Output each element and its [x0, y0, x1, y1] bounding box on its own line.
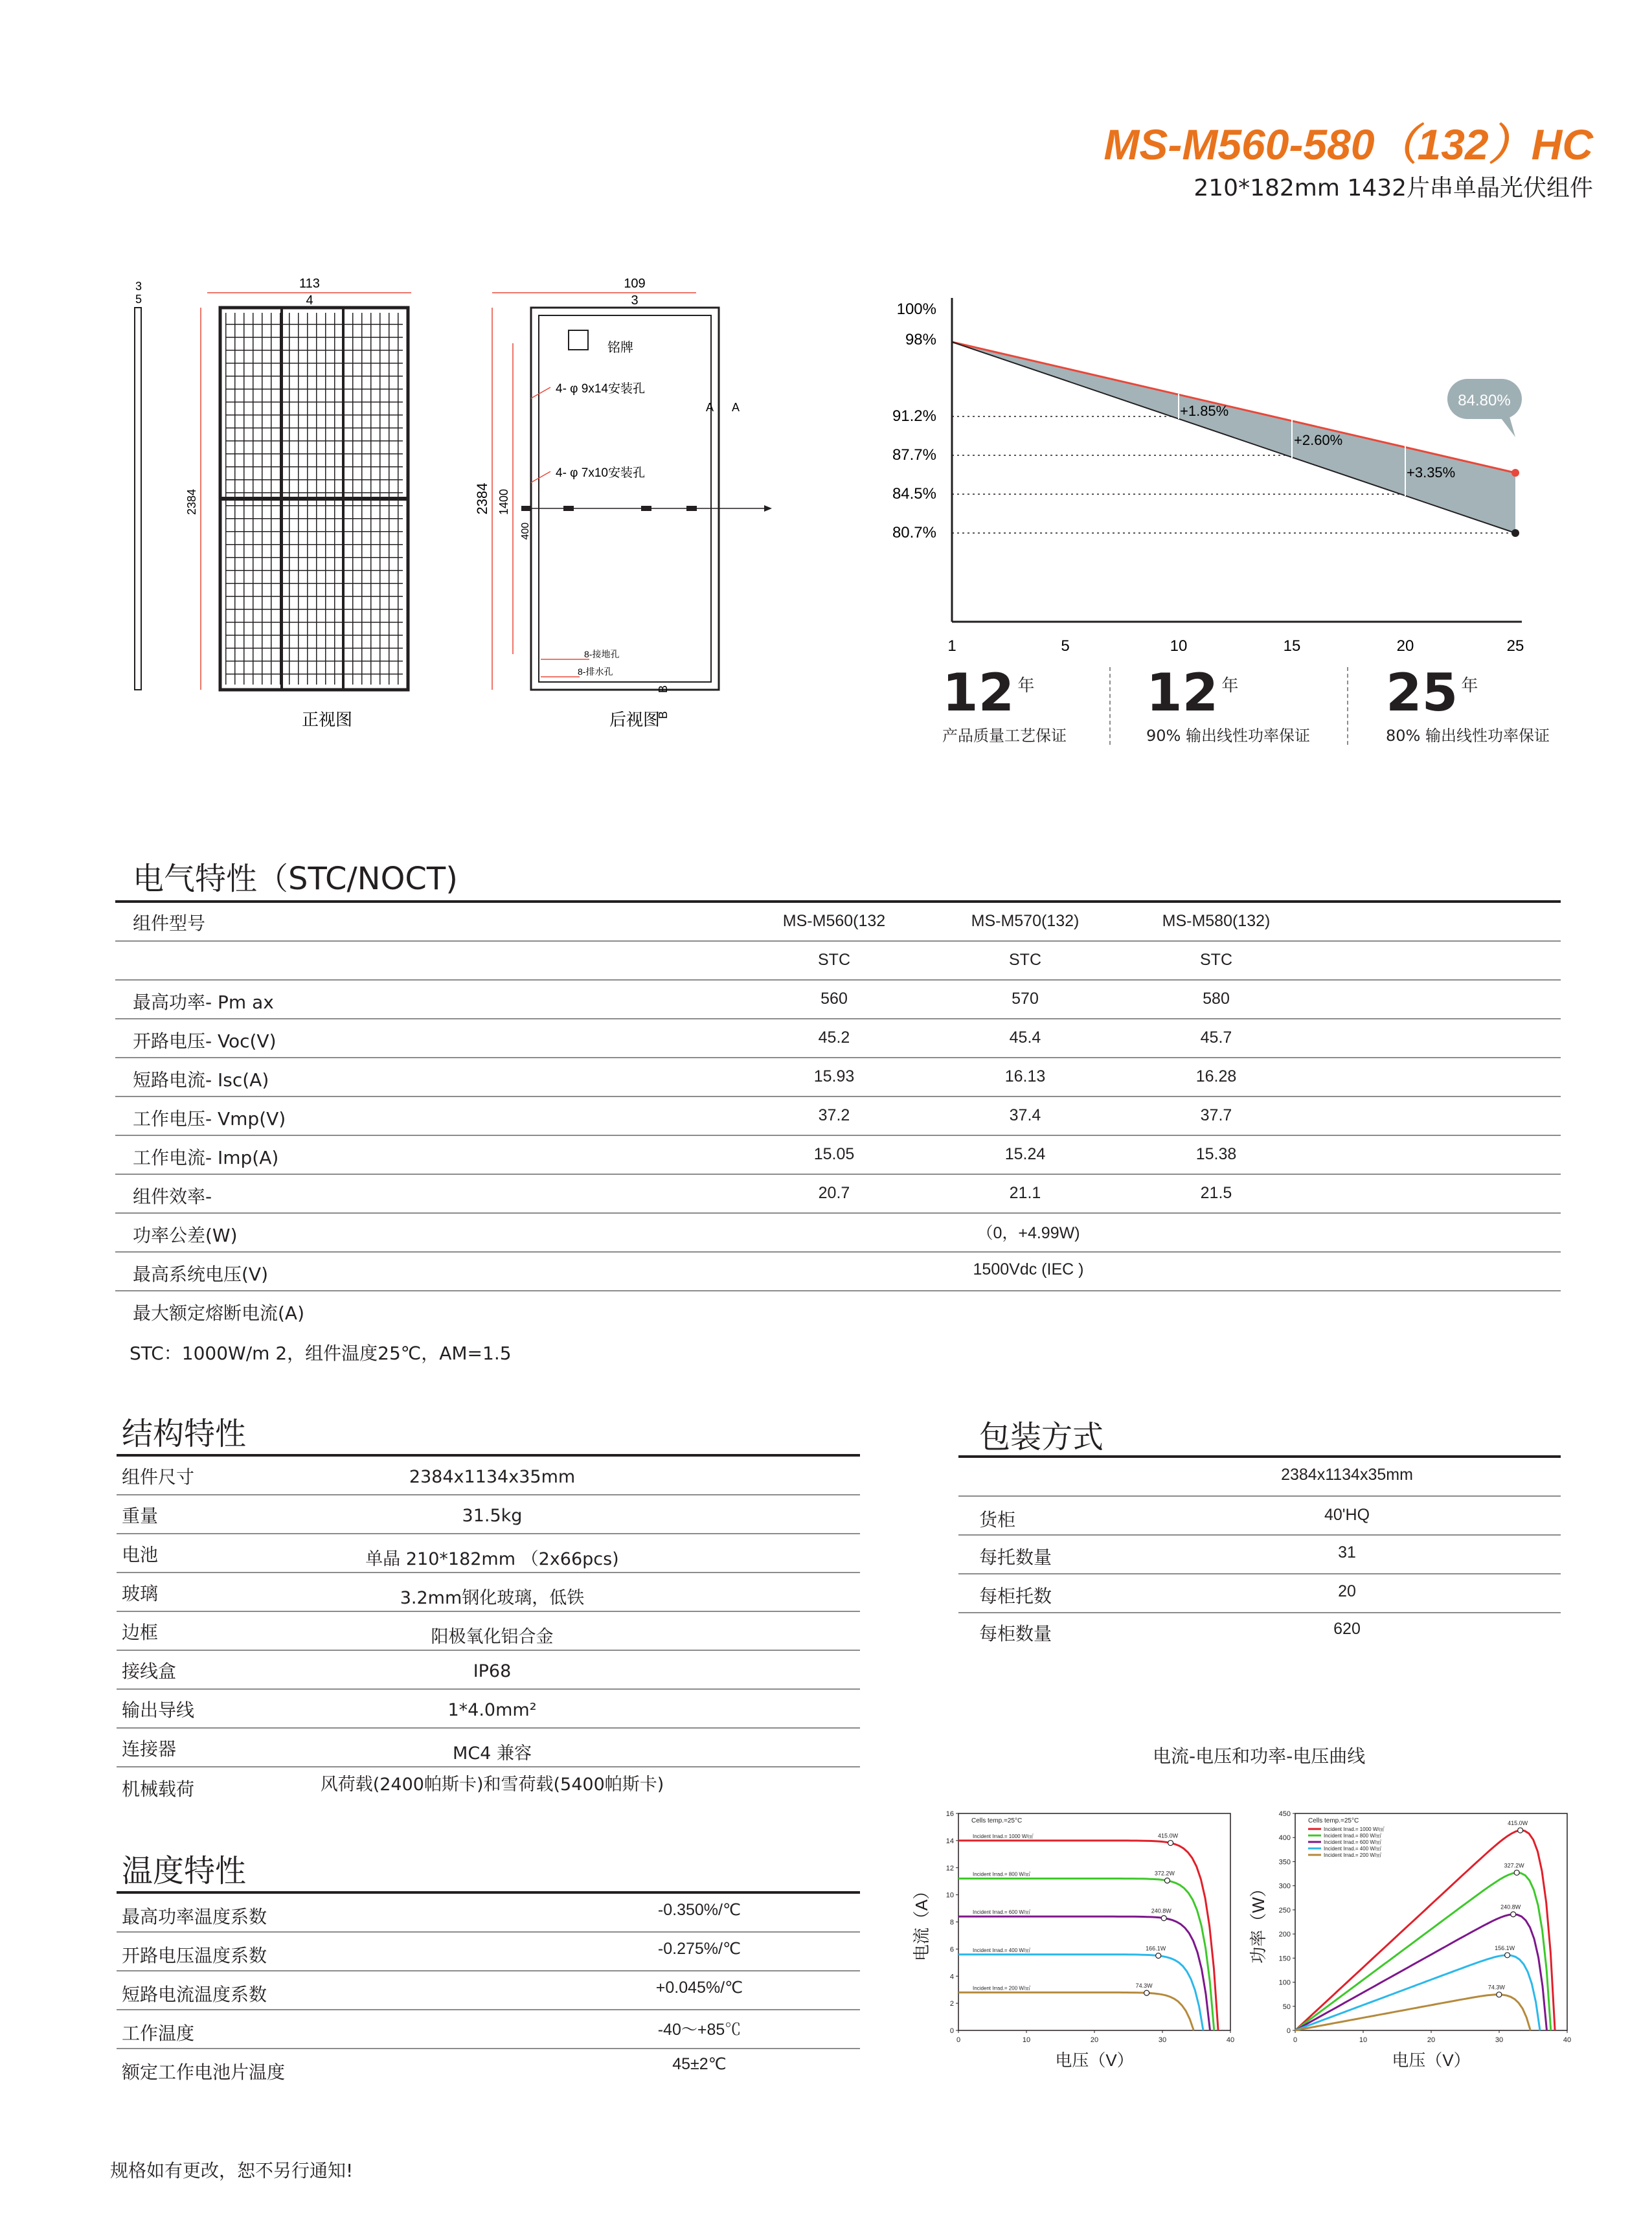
warranty-2-unit: 年	[1221, 676, 1239, 696]
row-value: 37.7	[1200, 1106, 1232, 1124]
iv-x-tick-label: 0	[956, 2036, 961, 2044]
row-label: 最大额定熔断电流(A)	[133, 1302, 305, 1324]
pv-y-tick-label: 150	[1278, 1955, 1291, 1963]
iv-mpp-label: 166.1W	[1146, 1945, 1166, 1952]
row-value: 31	[1338, 1543, 1356, 1562]
iv-y-tick-label: 12	[945, 1864, 954, 1872]
model-2: MS-M570(132)	[971, 912, 1080, 930]
pv-mpp-label: 156.1W	[1495, 1944, 1515, 1951]
pv-y-tick-label: 350	[1278, 1858, 1291, 1867]
table-row	[115, 981, 1561, 1019]
side-view-frame	[135, 308, 141, 690]
stc-note: STC：1000W/m 2，组件温度25℃，AM=1.5	[130, 1343, 512, 1364]
warranty-x-20: 20	[1396, 637, 1414, 655]
pv-mpp-point	[1505, 1953, 1510, 1958]
warranty-y-877: 87.7%	[892, 446, 936, 464]
row-value: 1*4.0mm²	[447, 1700, 537, 1720]
warranty-x-10: 10	[1170, 637, 1188, 655]
iv-chart	[907, 1794, 1243, 2073]
warranty-3-desc: 80% 输出线性功率保证	[1386, 727, 1550, 745]
front-caption: 正视图	[301, 710, 353, 729]
row-value: 16.13	[1004, 1067, 1046, 1085]
iv-title: Cells temp.=25°C	[971, 1817, 1023, 1824]
back-view-frame	[531, 308, 719, 690]
warranty-y-labels	[892, 301, 936, 541]
iv-x-tick-label: 30	[1158, 2036, 1167, 2044]
row-value: 45.2	[818, 1028, 850, 1047]
pv-title: Cells temp.=25°C	[1308, 1817, 1359, 1824]
row-label: 每柜托数	[979, 1585, 1052, 1607]
row-value: 21.1	[1009, 1184, 1041, 1202]
table-row	[958, 1613, 1561, 1651]
row-label: 货柜	[979, 1509, 1016, 1530]
row-label: 功率公差(W)	[133, 1225, 238, 1246]
table-row	[117, 1767, 860, 1805]
row-label: 边框	[122, 1622, 159, 1643]
pv-y-tick-label: 450	[1278, 1810, 1291, 1818]
row-value: 20	[1338, 1582, 1356, 1600]
row-label: 最高功率温度系数	[122, 1906, 267, 1927]
table-row	[115, 1058, 1561, 1097]
back-caption: 后视图	[609, 710, 661, 729]
warranty-bubble-label: 84.80%	[1458, 392, 1511, 409]
warranty-upper-end-dot	[1511, 469, 1519, 477]
row-value: 15.05	[813, 1145, 855, 1163]
row-value: 37.2	[818, 1106, 850, 1124]
table-row	[115, 1019, 1561, 1058]
row-value: -0.350%/℃	[657, 1901, 741, 1919]
table-row	[117, 1457, 860, 1495]
iv-y-axis-label: 电流（A）	[912, 1882, 931, 1962]
warranty-y-98: 98%	[905, 331, 936, 348]
iv-series-label: Incident Irrad.= 800 W/㎡	[973, 1871, 1031, 1878]
iv-y-tick-label: 2	[949, 2000, 954, 2008]
warranty-1-num: 12	[942, 663, 1015, 723]
section-a-left: A	[706, 401, 714, 414]
iv-y-tick-label: 0	[949, 2027, 954, 2035]
drain-hole-label: 8-排水孔	[578, 666, 613, 677]
pv-x-tick-label: 10	[1359, 2036, 1368, 2044]
section-b-right: B	[657, 685, 670, 693]
warranty-badge-3	[1386, 663, 1550, 745]
pv-mpp-point	[1514, 1870, 1519, 1875]
electrical-header-row	[115, 903, 1561, 942]
temperature-title: 温度特性	[122, 1853, 247, 1889]
front-width-sub: 4	[306, 293, 313, 308]
pv-x-axis-label: 电压（V）	[1392, 2050, 1471, 2070]
table-row	[115, 1097, 1561, 1136]
iv-mpp-point	[1156, 1953, 1161, 1959]
warranty-upper-line	[952, 342, 1515, 473]
row-value: IP68	[473, 1661, 512, 1681]
pv-mpp-point	[1497, 1992, 1502, 1997]
pv-y-tick-label: 200	[1278, 1931, 1291, 1939]
pv-chart	[1243, 1794, 1580, 2073]
warranty-gain-2: +2.60%	[1294, 432, 1343, 448]
row-value: 15.24	[1004, 1145, 1046, 1163]
row-value: 单晶 210*182mm （2x66pcs)	[365, 1549, 619, 1569]
warranty-3-num: 25	[1386, 663, 1458, 723]
hole1-label: 4- φ 9x14安装孔	[556, 382, 645, 396]
stc-2: STC	[1009, 951, 1041, 969]
pv-y-tick-label: 100	[1278, 1979, 1291, 1987]
side-dim-1: 3	[135, 280, 142, 293]
pv-legend-label: Incident Irrad.= 1000 W/㎡	[1324, 1826, 1385, 1832]
nameplate-label: 铭牌	[607, 341, 633, 355]
ground-hole-label: 8-接地孔	[584, 649, 620, 659]
electrical-stc-row	[115, 942, 1561, 981]
product-subtitle: 210*182mm 1432片串单晶光伏组件	[1194, 175, 1593, 201]
footer-note: 规格如有更改，恕不另行通知!	[110, 2160, 354, 2181]
pv-x-tick-label: 20	[1427, 2036, 1436, 2044]
table-row	[958, 1536, 1561, 1574]
warranty-y-100: 100%	[896, 301, 936, 318]
pv-legend-label: Incident Irrad.= 600 W/㎡	[1324, 1839, 1382, 1845]
row-value: 40'HQ	[1324, 1506, 1370, 1524]
row-value: 16.28	[1195, 1067, 1237, 1085]
row-value: 45.7	[1200, 1028, 1232, 1047]
pv-mpp-label: 327.2W	[1504, 1862, 1524, 1869]
pv-mpp-label: 415.0W	[1508, 1820, 1528, 1827]
iv-y-tick-label: 6	[949, 1946, 954, 1954]
warranty-2-num: 12	[1146, 663, 1219, 723]
row-value: 3.2mm钢化玻璃，低铁	[400, 1588, 585, 1608]
structure-title: 结构特性	[122, 1416, 247, 1452]
iv-x-tick-label: 20	[1090, 2036, 1099, 2044]
row-value: -40～+85℃	[657, 2021, 741, 2039]
iv-mpp-label: 415.0W	[1158, 1832, 1179, 1839]
table-row	[117, 1573, 860, 1612]
row-label: 连接器	[122, 1738, 177, 1760]
table-row	[115, 1214, 1561, 1253]
pv-mpp-label: 74.3W	[1488, 1984, 1505, 1991]
table-row	[958, 1497, 1561, 1536]
iv-y-tick-label: 10	[945, 1891, 954, 1900]
row-label: 输出导线	[122, 1699, 195, 1721]
row-value: 580	[1203, 990, 1230, 1008]
pv-y-tick-label: 300	[1278, 1882, 1291, 1891]
table-row	[117, 2010, 860, 2049]
pv-legend-label: Incident Irrad.= 400 W/㎡	[1324, 1846, 1382, 1852]
iv-series-label: Incident Irrad.= 400 W/㎡	[973, 1947, 1031, 1953]
section-b-left: B	[657, 710, 670, 719]
iv-section-title: 电流-电压和功率-电压曲线	[1153, 1745, 1366, 1767]
table-row	[117, 1894, 860, 1933]
row-value: 风荷载(2400帕斯卡)和雪荷载(5400帕斯卡)	[320, 1775, 664, 1795]
row-label: 最高系统电压(V)	[133, 1264, 269, 1285]
table-row	[117, 1495, 860, 1534]
electrical-title: 电气特性（STC/NOCT)	[133, 861, 458, 897]
pv-mpp-point	[1511, 1912, 1516, 1917]
iv-x-axis-label: 电压（V）	[1055, 2050, 1134, 2070]
model-1: MS-M560(132	[782, 912, 886, 930]
warranty-y-807: 80.7%	[892, 524, 936, 541]
warranty-y-845: 84.5%	[892, 485, 936, 503]
row-value: 21.5	[1200, 1184, 1232, 1202]
pv-x-tick-label: 0	[1293, 2036, 1298, 2044]
row-label: 开路电压温度系数	[122, 1945, 267, 1966]
pv-mpp-point	[1518, 1828, 1523, 1833]
warranty-x-25: 25	[1506, 637, 1524, 655]
row-label: 工作电压- Vmp(V)	[133, 1108, 286, 1130]
row-label: 开路电压- Voc(V)	[133, 1030, 277, 1052]
row-label: 组件尺寸	[122, 1466, 195, 1488]
row-label: 重量	[122, 1505, 159, 1527]
row-value: +0.045%/℃	[655, 1979, 743, 1997]
row-value: 20.7	[818, 1184, 850, 1202]
table-row	[117, 1971, 860, 2010]
row-value: 15.93	[813, 1067, 855, 1085]
model-3: MS-M580(132)	[1162, 912, 1271, 930]
warranty-y-912: 91.2%	[892, 407, 936, 425]
table-row	[115, 1175, 1561, 1214]
row-value: 570	[1012, 990, 1039, 1008]
row-label: 额定工作电池片温度	[122, 2061, 286, 2083]
warranty-1-desc: 产品质量工艺保证	[942, 727, 1067, 745]
row-value: 37.4	[1009, 1106, 1041, 1124]
iv-y-tick-label: 8	[949, 1918, 954, 1927]
table-row	[117, 1651, 860, 1690]
front-width-top: 113	[299, 277, 320, 291]
row-label: 机械载荷	[122, 1778, 195, 1800]
warranty-x-15: 15	[1283, 637, 1301, 655]
row-value: 560	[820, 990, 848, 1008]
iv-mpp-point	[1168, 1841, 1173, 1846]
back-width-top: 109	[624, 277, 646, 291]
hole2-label: 4- φ 7x10安装孔	[556, 466, 645, 480]
table-row	[115, 1253, 1561, 1291]
pv-x-tick-label: 30	[1495, 2036, 1504, 2044]
warranty-lower-end-dot	[1511, 529, 1519, 537]
pv-mpp-label: 240.8W	[1500, 1903, 1521, 1911]
stc-3: STC	[1200, 951, 1232, 969]
side-dim-2: 5	[135, 293, 142, 306]
iv-mpp-label: 240.8W	[1151, 1907, 1171, 1914]
warranty-3-unit: 年	[1461, 676, 1478, 696]
packaging-header-row	[958, 1458, 1561, 1497]
warranty-gain-1: +1.85%	[1180, 403, 1229, 419]
table-row	[117, 1612, 860, 1651]
row-label: 最高功率- Pm ax	[133, 992, 274, 1013]
row-label: 短路电流温度系数	[122, 1984, 267, 2005]
row-label: 工作电流- Imp(A)	[133, 1147, 279, 1168]
warranty-lower-line	[952, 342, 1515, 533]
table-row	[115, 1291, 1561, 1329]
warranty-chart	[868, 285, 1567, 674]
row-label: 工作温度	[122, 2023, 195, 2044]
row-value: 45±2℃	[672, 2055, 727, 2073]
warranty-x-5: 5	[1061, 637, 1070, 655]
row-label: 玻璃	[122, 1583, 159, 1604]
iv-y-tick-label: 16	[945, 1810, 954, 1818]
row-label: 每柜数量	[979, 1623, 1052, 1644]
row-value: 1500Vdc (IEC )	[973, 1260, 1084, 1278]
row-label: 组件效率-	[133, 1186, 212, 1207]
pv-y-tick-label: 50	[1282, 2003, 1291, 2011]
row-label: 每托数量	[979, 1547, 1052, 1568]
back-height-small: 400	[520, 522, 531, 540]
row-value: 阳极氧化铝合金	[431, 1627, 554, 1647]
iv-mpp-label: 372.2W	[1154, 1870, 1175, 1877]
model-label: 组件型号	[133, 913, 206, 934]
warranty-gain-3: +3.35%	[1407, 464, 1456, 481]
table-row	[115, 1136, 1561, 1175]
back-height: 2384	[474, 483, 490, 515]
table-row	[117, 1690, 860, 1729]
row-value: 2384x1134x35mm	[409, 1467, 576, 1487]
packaging-title: 包装方式	[979, 1419, 1104, 1455]
iv-mpp-point	[1164, 1878, 1170, 1883]
iv-x-tick-label: 40	[1226, 2036, 1235, 2044]
row-value: 45.4	[1009, 1028, 1041, 1047]
warranty-1-unit: 年	[1017, 676, 1035, 696]
packaging-header-value: 2384x1134x35mm	[1281, 1466, 1413, 1484]
back-height-inner: 1400	[497, 488, 510, 516]
iv-y-tick-label: 14	[945, 1837, 954, 1845]
section-a-right: A	[732, 401, 740, 414]
warranty-badge-2	[1146, 663, 1310, 745]
row-label: 电池	[122, 1544, 159, 1565]
row-value: 15.38	[1195, 1145, 1237, 1163]
pv-legend-label: Incident Irrad.= 800 W/㎡	[1324, 1833, 1382, 1839]
pv-y-tick-label: 0	[1286, 2027, 1291, 2035]
row-value: MC4 兼容	[453, 1743, 532, 1764]
row-value: -0.275%/℃	[657, 1940, 741, 1958]
mechanical-drawings	[117, 272, 829, 738]
row-label: 接线盒	[122, 1661, 177, 1682]
back-width-sub: 3	[631, 293, 639, 308]
row-value: （0，+4.99W)	[977, 1224, 1080, 1242]
table-row	[117, 1534, 860, 1573]
warranty-x-1: 1	[947, 637, 956, 655]
iv-series-label: Incident Irrad.= 200 W/㎡	[973, 1985, 1031, 1992]
pv-y-tick-label: 400	[1278, 1834, 1291, 1843]
pv-x-tick-label: 40	[1563, 2036, 1572, 2044]
pv-y-axis-label: 功率（W）	[1249, 1880, 1268, 1964]
row-label: 短路电流- Isc(A)	[133, 1069, 269, 1091]
warranty-badges	[942, 663, 1590, 745]
iv-mpp-point	[1144, 1990, 1149, 1995]
stc-1: STC	[818, 951, 850, 969]
warranty-badge-1	[942, 663, 1067, 745]
iv-x-tick-label: 10	[1022, 2036, 1031, 2044]
table-row	[117, 2049, 860, 2087]
table-row	[117, 1729, 860, 1767]
front-height: 2384	[185, 488, 198, 516]
pv-y-tick-label: 250	[1278, 1906, 1291, 1914]
iv-mpp-point	[1161, 1916, 1166, 1921]
warranty-2-desc: 90% 输出线性功率保证	[1146, 727, 1310, 745]
product-title: MS-M560-580（132）HC	[1103, 120, 1593, 168]
iv-y-tick-label: 4	[949, 1973, 954, 1981]
warranty-bubble	[1447, 379, 1522, 437]
pv-legend-label: Incident Irrad.= 200 W/㎡	[1324, 1852, 1382, 1858]
iv-mpp-label: 74.3W	[1135, 1982, 1153, 1990]
row-value: 31.5kg	[462, 1506, 523, 1526]
iv-series-label: Incident Irrad.= 1000 W/㎡	[973, 1833, 1034, 1839]
table-row	[958, 1574, 1561, 1613]
iv-series-label: Incident Irrad.= 600 W/㎡	[973, 1909, 1031, 1916]
table-row	[117, 1933, 860, 1971]
row-value: 620	[1333, 1620, 1361, 1638]
